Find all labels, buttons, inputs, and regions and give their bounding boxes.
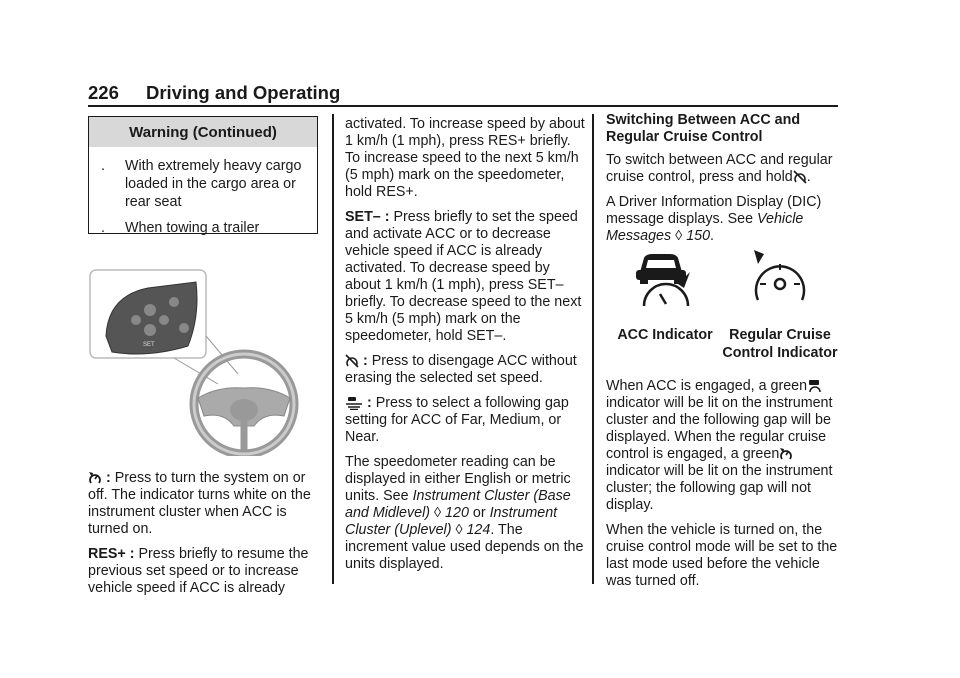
ref-page-150[interactable]: 150 — [686, 228, 711, 244]
cancel-icon — [345, 354, 359, 368]
set-label: SET– : — [345, 209, 390, 225]
column-3-lower — [606, 378, 842, 598]
cancel-icon — [793, 170, 807, 184]
res-description: Press briefly to resume the previous set speed or to increase vehicle speed if ACC is already — [88, 546, 309, 596]
switch-period: . — [806, 169, 811, 185]
regular-cruise-indicator-label: Regular Cruise Control Indicator — [722, 327, 838, 361]
vehicle-on-paragraph: When the vehicle is turned on, the cruise control mode will be set to the last mode used before the vehicle was turned off. — [606, 522, 838, 589]
speedometer-text-end: . The increment value used depends on the units displayed. — [345, 522, 584, 572]
dic-paragraph — [606, 194, 842, 245]
ref-page-124[interactable]: 124 — [466, 522, 491, 538]
warning-bullet — [101, 157, 307, 211]
ref-vehicle-messages[interactable]: Vehicle Messages — [606, 211, 804, 244]
ref-page-120[interactable]: 120 — [445, 505, 469, 521]
warning-item: When towing a trailer — [125, 220, 260, 236]
header-rule — [88, 105, 838, 107]
gap-separator: : — [363, 395, 376, 411]
switching-heading: Switching Between ACC and Regular Cruise Control — [606, 112, 801, 145]
res-label: RES+ : — [88, 546, 135, 562]
ref-instrument-cluster-base[interactable]: Instrument Cluster (Base and Midlevel) — [345, 488, 571, 521]
power-separator: : — [102, 470, 115, 486]
gap-description: Press to select a following gap setting for ACC of Far, Medium, or Near. — [345, 395, 569, 445]
column-1 — [88, 470, 320, 605]
ref-arrow: ◊ — [430, 505, 446, 521]
cancel-separator: : — [359, 353, 372, 369]
power-description: Press to turn the system on or off. The indicator turns white on the instrument cluster when ACC is turned on. — [88, 470, 311, 537]
set-paragraph — [345, 209, 585, 345]
speedometer-text: The speedometer reading can be displayed in either English or metric units. See — [345, 454, 571, 504]
power-paragraph — [88, 470, 320, 538]
engaged-text-c: indicator will be lit on the instrument cluster; the following gap will not display. — [606, 463, 833, 513]
warning-bullet — [101, 219, 307, 237]
cruise-power-icon — [88, 471, 102, 485]
set-description: Press briefly to set the speed and activate ACC or to decrease vehicle speed if ACC is already activated. To decrease speed by about 1 km/h (1 mph), press SET– briefly. To decrease speed to the next 5 km/h (5 mph) mark on the speedometer, hold SET–. — [345, 209, 582, 344]
column-divider-1 — [332, 114, 334, 584]
acc-small-icon — [807, 379, 823, 393]
engaged-paragraph — [606, 378, 842, 514]
bullet-dot: . — [101, 158, 105, 174]
ref-arrow: ◊ — [451, 522, 467, 538]
warning-item: With extremely heavy cargo loaded in the cargo area or rear seat — [125, 158, 302, 210]
res-continued: activated. To increase speed by about 1 km/h (1 mph), press RES+ briefly. To increase speed to the next 5 km/h (5 mph) mark on the speedometer, hold RES+. — [345, 116, 585, 200]
gap-icon — [345, 396, 363, 410]
speedometer-or: or — [468, 505, 490, 521]
cancel-description: Press to disengage ACC without erasing the selected set speed. — [345, 353, 577, 386]
regular-cruise-indicator-icon — [748, 248, 810, 308]
acc-indicator-icon — [632, 248, 694, 308]
page-number: 226 — [88, 82, 119, 103]
column-divider-2 — [592, 114, 594, 584]
switch-text: To switch between ACC and regular cruise control, press and hold — [606, 152, 833, 185]
warning-box — [88, 116, 318, 234]
speedometer-paragraph — [345, 454, 585, 573]
column-2 — [345, 116, 585, 581]
steering-wheel-illustration — [88, 266, 300, 456]
warning-title: Warning (Continued) — [89, 117, 317, 147]
engaged-text-a: When ACC is engaged, a green — [606, 378, 808, 394]
ref-instrument-cluster-uplevel[interactable]: Instrument Cluster (Uplevel) — [345, 505, 558, 538]
gap-paragraph — [345, 395, 585, 446]
set-button-label: SET — [143, 342, 155, 348]
cancel-paragraph — [345, 353, 585, 387]
engaged-text-b: indicator will be lit on the instrument cluster and the following gap will be displayed. When the regular cruise control is engaged, a green — [606, 395, 833, 462]
dic-period: . — [710, 228, 715, 244]
cruise-power-icon — [779, 447, 793, 461]
switch-paragraph — [606, 152, 842, 186]
acc-indicator-label: ACC Indicator — [617, 327, 713, 343]
column-3 — [606, 112, 842, 253]
dic-text: A Driver Information Display (DIC) message displays. See — [606, 194, 822, 227]
bullet-dot: . — [101, 220, 105, 236]
section-title: Driving and Operating — [146, 82, 341, 103]
ref-arrow: ◊ — [671, 228, 687, 244]
res-paragraph — [88, 546, 320, 597]
